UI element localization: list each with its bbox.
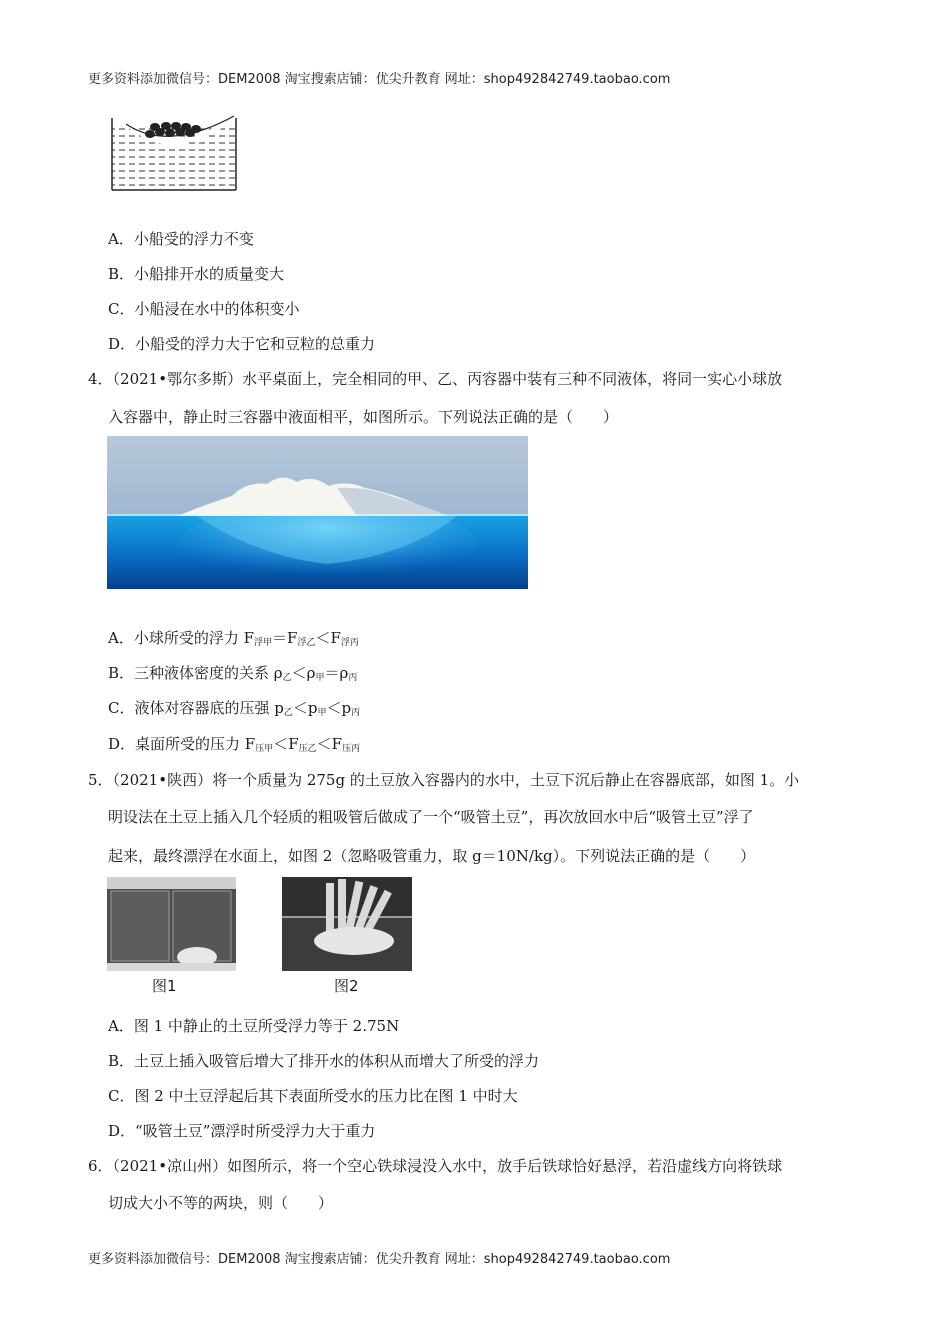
q4-stem-line1: 4．（2021•鄂尔多斯）水平桌面上，完全相同的甲、乙、丙容器中装有三种不同液体，将同一实心小球放 [88,370,783,388]
q4-stem-line2: 入容器中，静止时三容器中液面相平，如图所示。下列说法正确的是（ ） [108,408,619,426]
q3-option-c: C．小船浸在水中的体积变小 [108,300,300,318]
q3-option-a: A．小船受的浮力不变 [108,230,254,248]
figure-2-caption: 图2 [334,977,359,995]
q3-option-b: B．小船排开水的质量变大 [108,265,285,283]
q4-option-a: A．小球所受的浮力 $F_{浮甲}=F_{浮乙}<F_{浮丙}$ [108,629,359,648]
q4-option-d: D．桌面所受的压力 $F_{压甲}<F_{压乙}<F_{压丙}$ [108,735,361,754]
q5-option-a: A．图 1 中静止的土豆所受浮力等于 2.75N [108,1017,400,1035]
q5-stem-line3: 起来，最终漂浮在水面上，如图 2（忽略吸管重力，取 g＝10N/kg）。下列说法正确的是（ ） [108,847,756,865]
page-footer: 更多资料添加微信号：DEM2008 淘宝搜索店铺：优尖升教育 网址：shop492842749.taobao.com [88,1252,671,1267]
iceberg-image [107,436,528,593]
q3-option-d: D．小船受的浮力大于它和豆粒的总重力 [108,335,376,353]
q6-stem-line1: 6．（2021•凉山州）如图所示，将一个空心铁球浸没入水中，放手后铁球恰好悬浮，若沿虚线方向将铁球 [88,1157,783,1175]
page-header: 更多资料添加微信号：DEM2008 淘宝搜索店铺：优尖升教育 网址：shop492842749.taobao.com [88,72,671,87]
boat-figure [108,112,240,198]
q4-option-c: C．液体对容器底的压强 $p_乙<p_甲<p_丙$ [108,699,361,718]
q5-stem-line2: 明设法在土豆上插入几个轻质的粗吸管后做成了一个“吸管土豆”，再次放回水中后“吸管土豆”浮了 [108,808,754,826]
q5-stem-line1: 5．（2021•陕西）将一个质量为 275g 的土豆放入容器内的水中，土豆下沉后静止在容器底部，如图 1。小 [88,771,800,789]
q5-option-c: C．图 2 中土豆浮起后其下表面所受水的压力比在图 1 中时大 [108,1087,518,1105]
q6-stem-line2: 切成大小不等的两块，则（ ） [108,1194,334,1212]
q5-option-d: D．“吸管土豆”漂浮时所受浮力大于重力 [108,1122,376,1140]
potato-figure-1 [107,877,236,975]
potato-figure-2 [282,877,412,975]
q5-option-b: B．土豆上插入吸管后增大了排开水的体积从而增大了所受的浮力 [108,1052,540,1070]
q4-option-b: B．三种液体密度的关系 $\rho_乙<\rho_甲=\rho_丙$ [108,664,358,683]
figure-1-caption: 图1 [152,977,177,995]
